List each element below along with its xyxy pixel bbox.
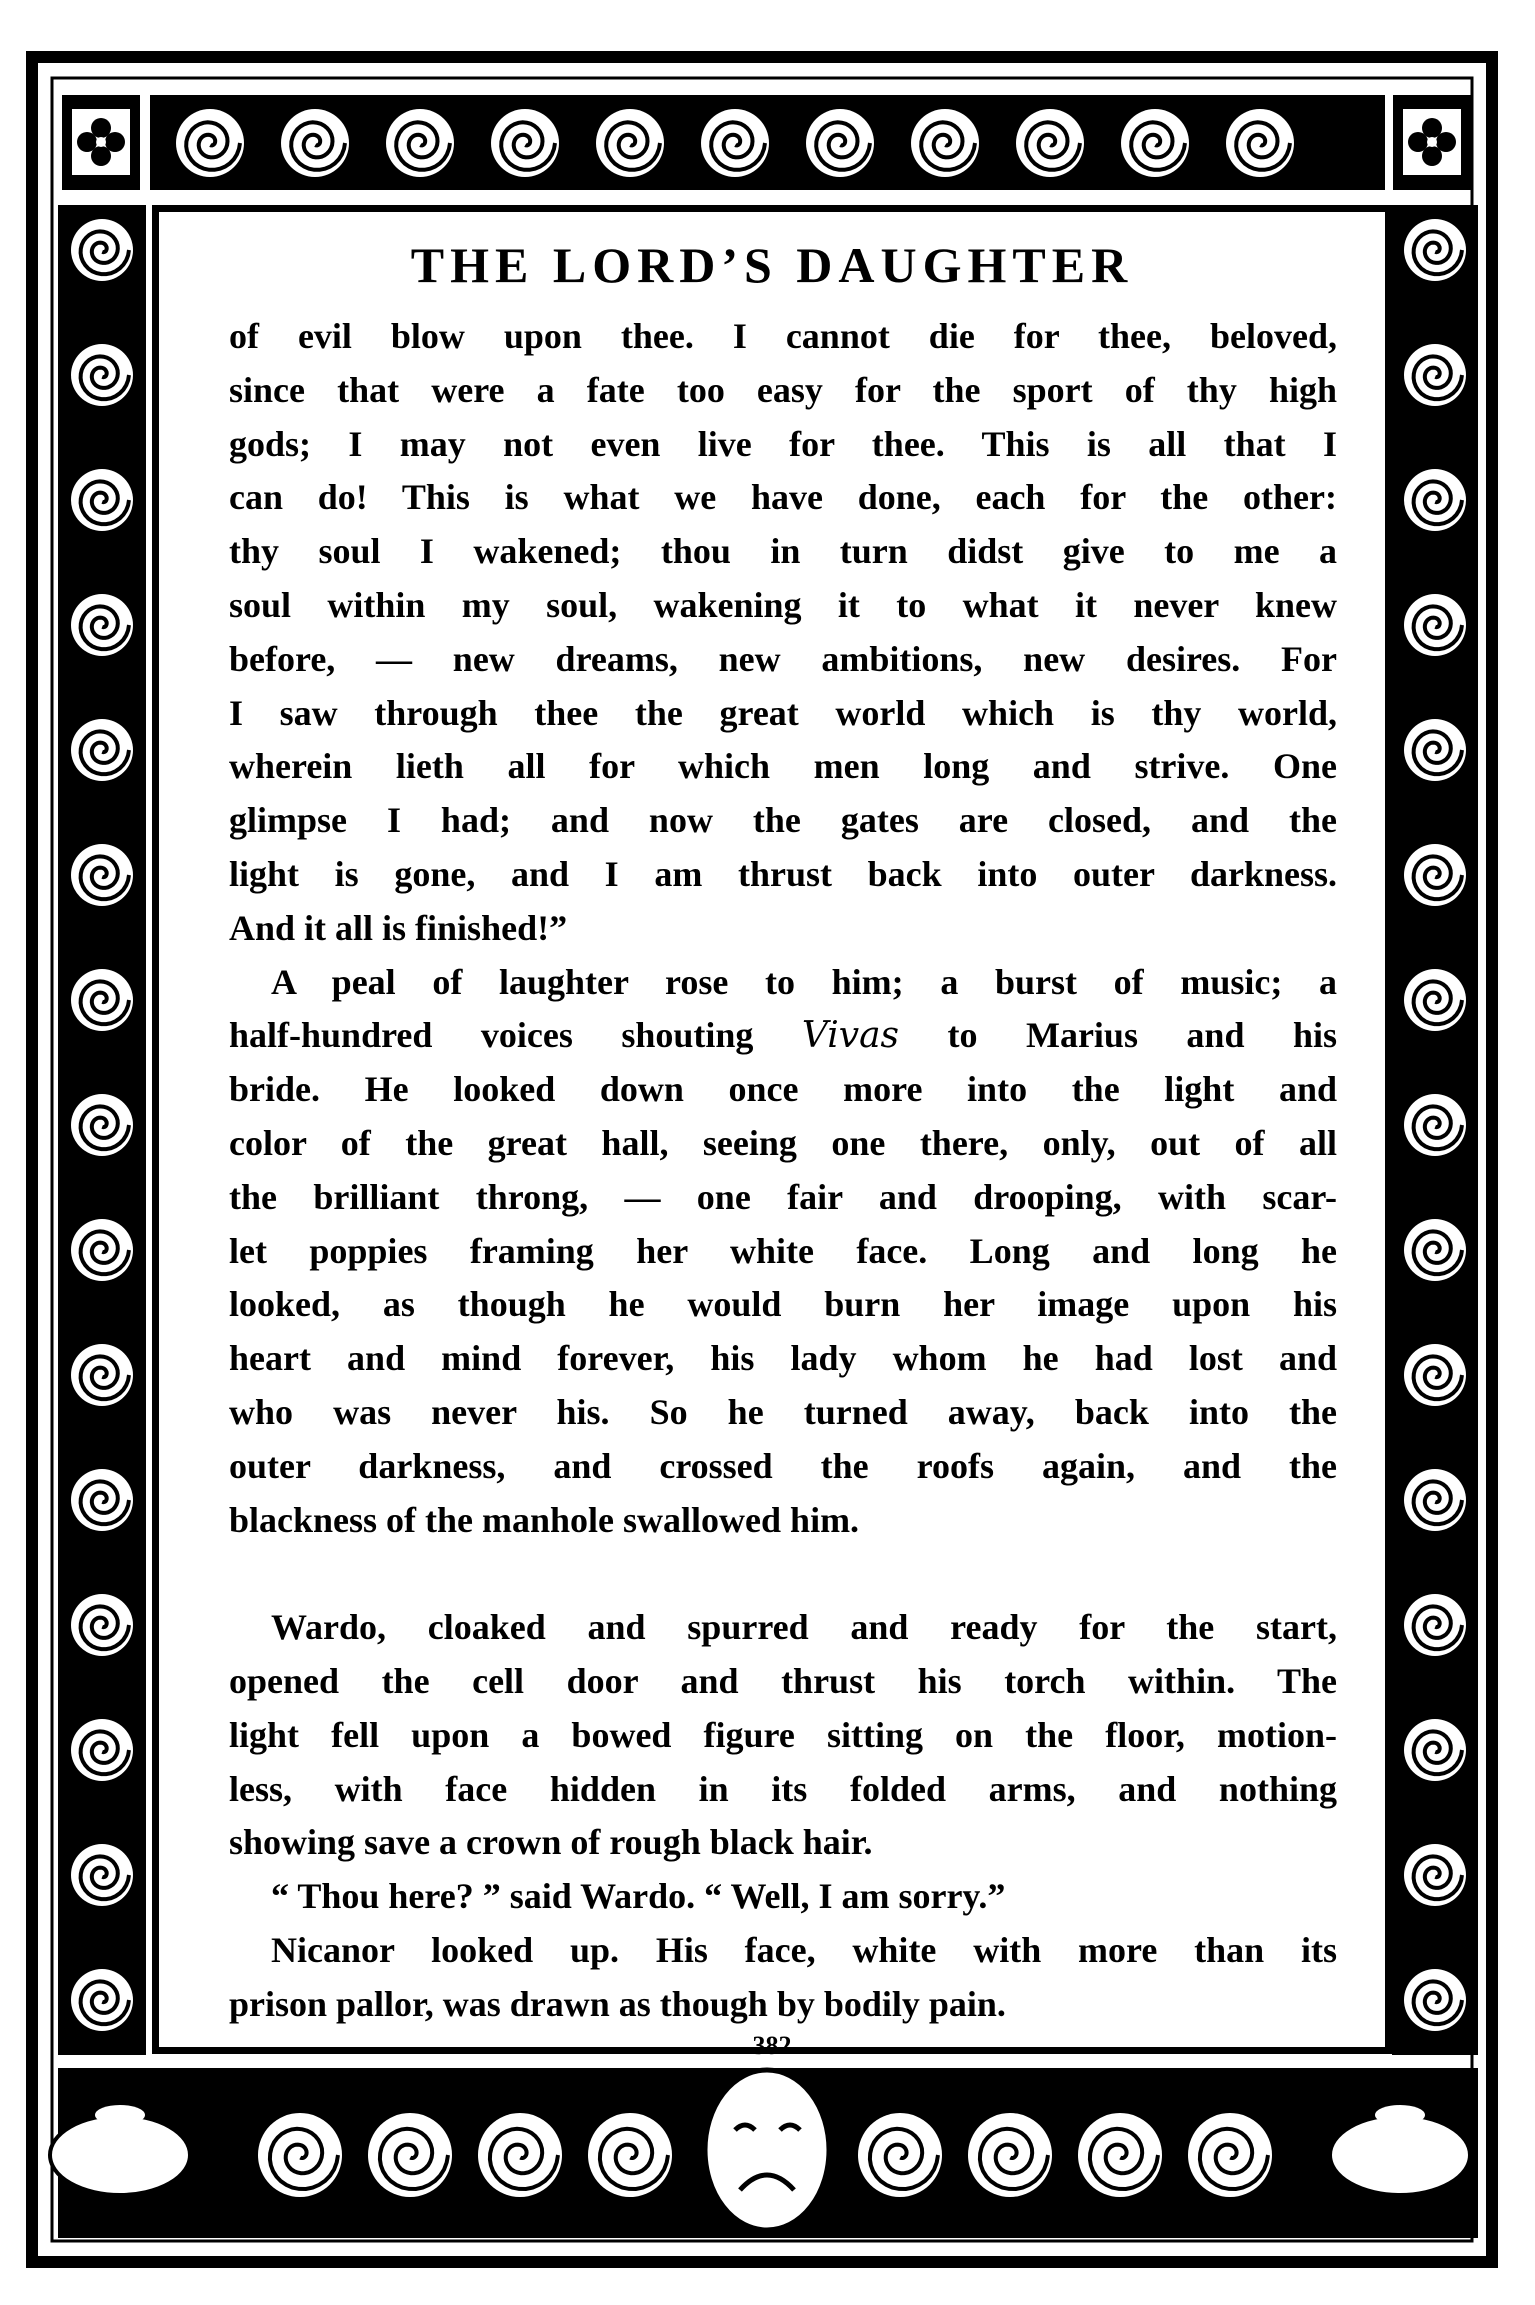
text-line: “ Thou here? ” said Wardo. “ Well, I am sorry.” — [271, 1876, 1006, 1917]
text-line: opened the cell door and thrust his torch within. The — [229, 1660, 1337, 1701]
text-line: who was never his. So he turned away, back into the — [229, 1391, 1337, 1432]
text-line: outer darkness, and crossed the roofs again, and the — [229, 1445, 1337, 1486]
text-line: bride. He looked down once more into the light and — [229, 1069, 1337, 1110]
page-number: 382 — [752, 2031, 792, 2060]
text-line: heart and mind forever, his lady whom he had lost and — [229, 1338, 1337, 1379]
text-segment: half-hundred voices shouting — [229, 1015, 802, 1056]
text-line: looked, as though he would burn her image upon his — [229, 1284, 1337, 1325]
oil-lamp-icon — [1330, 2115, 1470, 2195]
text-line: the brilliant throng, — one fair and drooping, with scar- — [229, 1176, 1337, 1217]
text-line: before, — new dreams, new ambitions, new desires. For — [229, 638, 1337, 679]
page-body-text — [229, 310, 1337, 2032]
blank-line — [229, 1547, 1337, 1601]
text-line: And it all is finished!” — [229, 907, 568, 948]
text-panel — [152, 205, 1392, 2060]
oil-lamp-icon — [50, 2115, 190, 2195]
text-line: light is gone, and I am thrust back into outer darkness. — [229, 853, 1337, 894]
tragedy-mask-icon — [705, 2070, 829, 2230]
text-line: soul within my soul, wakening it to what it never knew — [229, 584, 1337, 625]
text-segment: to Marius and his — [899, 1015, 1337, 1056]
text-line: prison pallor, was drawn as though by bodily pain. — [229, 1983, 1006, 2024]
text-line: since that were a fate too easy for the sport of thy high — [229, 369, 1337, 410]
italic-word: Vivas — [801, 1015, 900, 1057]
text-line: let poppies framing her white face. Long and long he — [229, 1230, 1337, 1271]
text-line: A peal of laughter rose to him; a burst of music; a — [271, 961, 1337, 1002]
text-line: light fell upon a bowed figure sitting on the floor, motion- — [229, 1714, 1337, 1755]
text-line: gods; I may not even live for thee. This is all that I — [229, 423, 1337, 464]
text-line: Wardo, cloaked and spurred and ready for the start, — [271, 1607, 1337, 1648]
text-line: thy soul I wakened; thou in turn didst give to me a — [229, 531, 1337, 572]
page-title: THE LORD’S DAUGHTER — [410, 237, 1134, 293]
text-line: Nicanor looked up. His face, white with more than its — [271, 1929, 1337, 1970]
text-line: wherein lieth all for which men long and strive. One — [229, 746, 1337, 787]
text-line: glimpse I had; and now the gates are closed, and the — [229, 800, 1337, 841]
text-line — [229, 1009, 1337, 1063]
text-line: can do! This is what we have done, each for the other: — [229, 477, 1337, 518]
text-line: I saw through thee the great world which is thy world, — [229, 692, 1337, 733]
text-line: blackness of the manhole swallowed him. — [229, 1499, 860, 1540]
text-line: showing save a crown of rough black hair. — [229, 1822, 873, 1863]
text-line: of evil blow upon thee. I cannot die for thee, beloved, — [229, 316, 1337, 356]
text-line: less, with face hidden in its folded arms, and nothing — [229, 1768, 1337, 1809]
text-line: color of the great hall, seeing one there, only, out of all — [229, 1122, 1337, 1163]
